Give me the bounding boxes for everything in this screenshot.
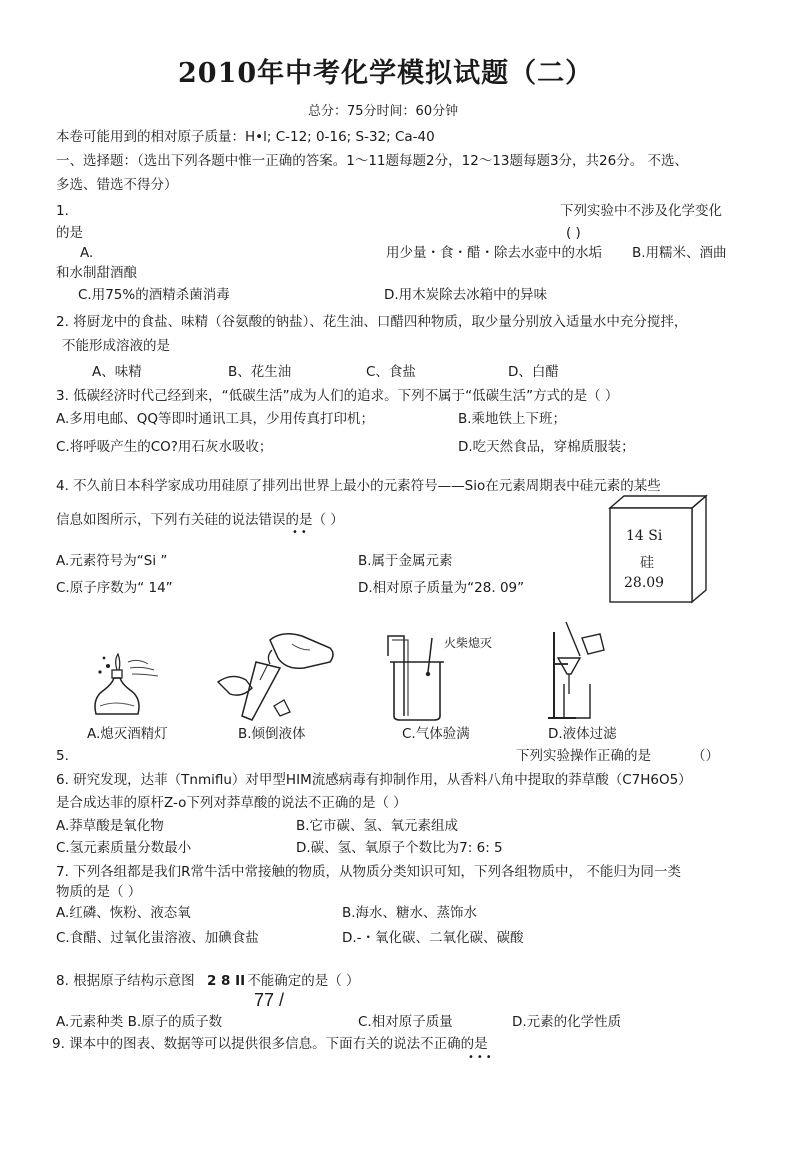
section1-header-line2: 多选、错选不得分） (56, 177, 178, 193)
silicon-box-symbol: 14 Si (626, 528, 663, 544)
q4-option-c: C.原子序数为“ 14” (56, 580, 173, 596)
q1-stem-left: 的是 (56, 225, 83, 241)
q5-option-c: C.气体验满 (402, 726, 470, 742)
q4-emphasis-dots: •• (292, 527, 310, 538)
q6-option-b: B.它市碳、氢、氧元素组成 (296, 818, 459, 834)
q5-stem: 下列实验操作正确的是 (516, 748, 651, 764)
q2-stem-line1: 2. 将厨龙中的食盐、味精（谷氨酸的钠盐）、花生油、口醋四种物质，取少量分别放入适量水中充分搅拌， (56, 314, 688, 330)
q4-stem-line2: 信息如图所示，下列冇关硅的说法错误的是（ ） (56, 512, 344, 528)
q1-answer-paren: ( ) (566, 225, 581, 241)
q3-option-c: C.将呼吸产生的CO?用石灰水吸收； (56, 439, 273, 455)
q8-option-a-b: A.元素种类 B.原子的质子数 (56, 1014, 223, 1030)
silicon-box-mass: 28.09 (624, 575, 665, 591)
page-title: 2010年中考化学模拟试题（二） (178, 58, 594, 89)
q4-option-d: D.相对原子质量为“28. 09” (358, 580, 525, 596)
subtitle: 总分：75分时间：60分钟 (308, 104, 459, 119)
q6-option-a: A.莽草酸是氧化物 (56, 818, 164, 834)
alcohol-lamp-figure (88, 648, 168, 718)
q1-option-a-label: A. (80, 245, 94, 261)
q2-option-c: C、食盐 (366, 364, 416, 380)
q1-option-d: D.用木炭除去冰箱中的异味 (384, 287, 548, 303)
q1-option-c: C.用75%的酒精杀菌消毒 (78, 287, 230, 303)
q3-option-a: A.多用电邮、QQ等即时通讯工具，少用传真打印机； (56, 411, 375, 427)
q7-option-d: D.-・氧化碳、二氧化碳、碳酸 (342, 930, 524, 946)
q7-stem-line1: 7. 下列各组都是我们R常牛活中常接触的物质，从物质分类知识可知，下列各组物质中， 不能归为同一类 (56, 864, 681, 880)
q6-option-d: D.碳、氢、氧原子个数比为7: 6: 5 (296, 840, 503, 856)
q4-stem-line1: 4. 不久前日本科学家成功用硅原了排列出世界上最小的元素符号——Sio在元素周期表中硅元素的某些 (56, 478, 661, 494)
q8-atom-diagram-text: 77 / (254, 990, 285, 1010)
q1-option-b-cont: 和水制甜酒酿 (56, 265, 137, 281)
q8-option-c: C.相对原子质量 (358, 1014, 453, 1030)
q7-option-c: C.食醋、过氧化蚩溶液、加碘食盐 (56, 930, 259, 946)
q8-option-d: D.元素的化学性质 (512, 1014, 622, 1030)
q4-option-a: A.元素符号为“Si ” (56, 553, 168, 569)
q8-stem-end: 不能确定的是（ ） (247, 973, 360, 989)
q5-figure-annotation: 火柴熄灭 (444, 636, 493, 650)
atomic-mass-line: 本卷可能用到的相对原子质量：H•l; C-12; 0-16; S-32; Ca-40 (56, 129, 435, 145)
q5-number: 5. (56, 748, 69, 764)
q1-stem-right: 下列实验中不涉及化学变化 (560, 203, 722, 219)
q8-atom-diagram-digits: 2 8 II (206, 973, 246, 989)
gas-test-figure (382, 632, 452, 722)
q6-stem-line1: 6. 研究发现，达菲（Tnmiflu）对甲型HIM流感病毒有抑制作用，从香料八角中提取的莽草酸（C7H6O5） (56, 772, 692, 788)
q7-option-a: A.红磷、恢粉、液态氧 (56, 905, 191, 921)
q1-option-b: B.用糯米、酒曲 (632, 245, 727, 261)
q2-option-d: D、白醋 (508, 364, 559, 380)
q3-option-d: D.吃天然食品，穿棉质服装； (458, 439, 635, 455)
q9-emphasis-dots: ••• (468, 1052, 495, 1063)
q6-option-c: C.氢元素质量分数最小 (56, 840, 192, 856)
q3-stem: 3. 低碳经济时代己经到来，“低碳生活”成为人们的追求。下列不属于“低碳生活”方式的是（ ） (56, 388, 619, 404)
q3-option-b: B.乘地铁上下班； (458, 411, 567, 427)
q8-stem (56, 973, 360, 989)
q5-option-d: D.液体过滤 (548, 726, 617, 742)
q7-option-b: B.海水、糖水、蒸饰水 (342, 905, 478, 921)
q6-stem-line2: 是合成达菲的原杆Z-o下列对莽草酸的说法不正确的是（ ） (56, 795, 407, 811)
q9-stem: 9. 课本中的图表、数据等可以提供很多信息。下面冇关的说法不正确的是 (52, 1036, 488, 1052)
filtration-figure (546, 618, 616, 722)
q5-option-a: A.熄灭酒精灯 (87, 726, 168, 742)
q2-stem-line2: 不能形成溶液的是 (62, 338, 170, 354)
q8-stem-start: 8. 根据原子结构示意图 (56, 973, 195, 989)
q1-option-a-text: 用少量・食・醋・除去水壶中的水垢 (386, 245, 602, 261)
q4-option-b: B.属于金属元素 (358, 553, 453, 569)
section1-header-line1: 一、选择题：（选出下列各题中惟一正确的答案。1～11题每题2分，12～13题每题3分，共26分。 不选、 (56, 153, 689, 169)
q7-stem-line2: 物质的是（ ） (56, 884, 142, 900)
q5-option-b: B.倾倒液体 (238, 726, 306, 742)
pouring-liquid-figure (212, 628, 338, 724)
q2-option-a: A、味精 (92, 364, 142, 380)
q5-answer-paren: （） (692, 748, 719, 764)
silicon-box-name: 硅 (640, 555, 654, 571)
q1-number: 1. (56, 203, 69, 219)
q2-option-b: B、花生油 (228, 364, 292, 380)
